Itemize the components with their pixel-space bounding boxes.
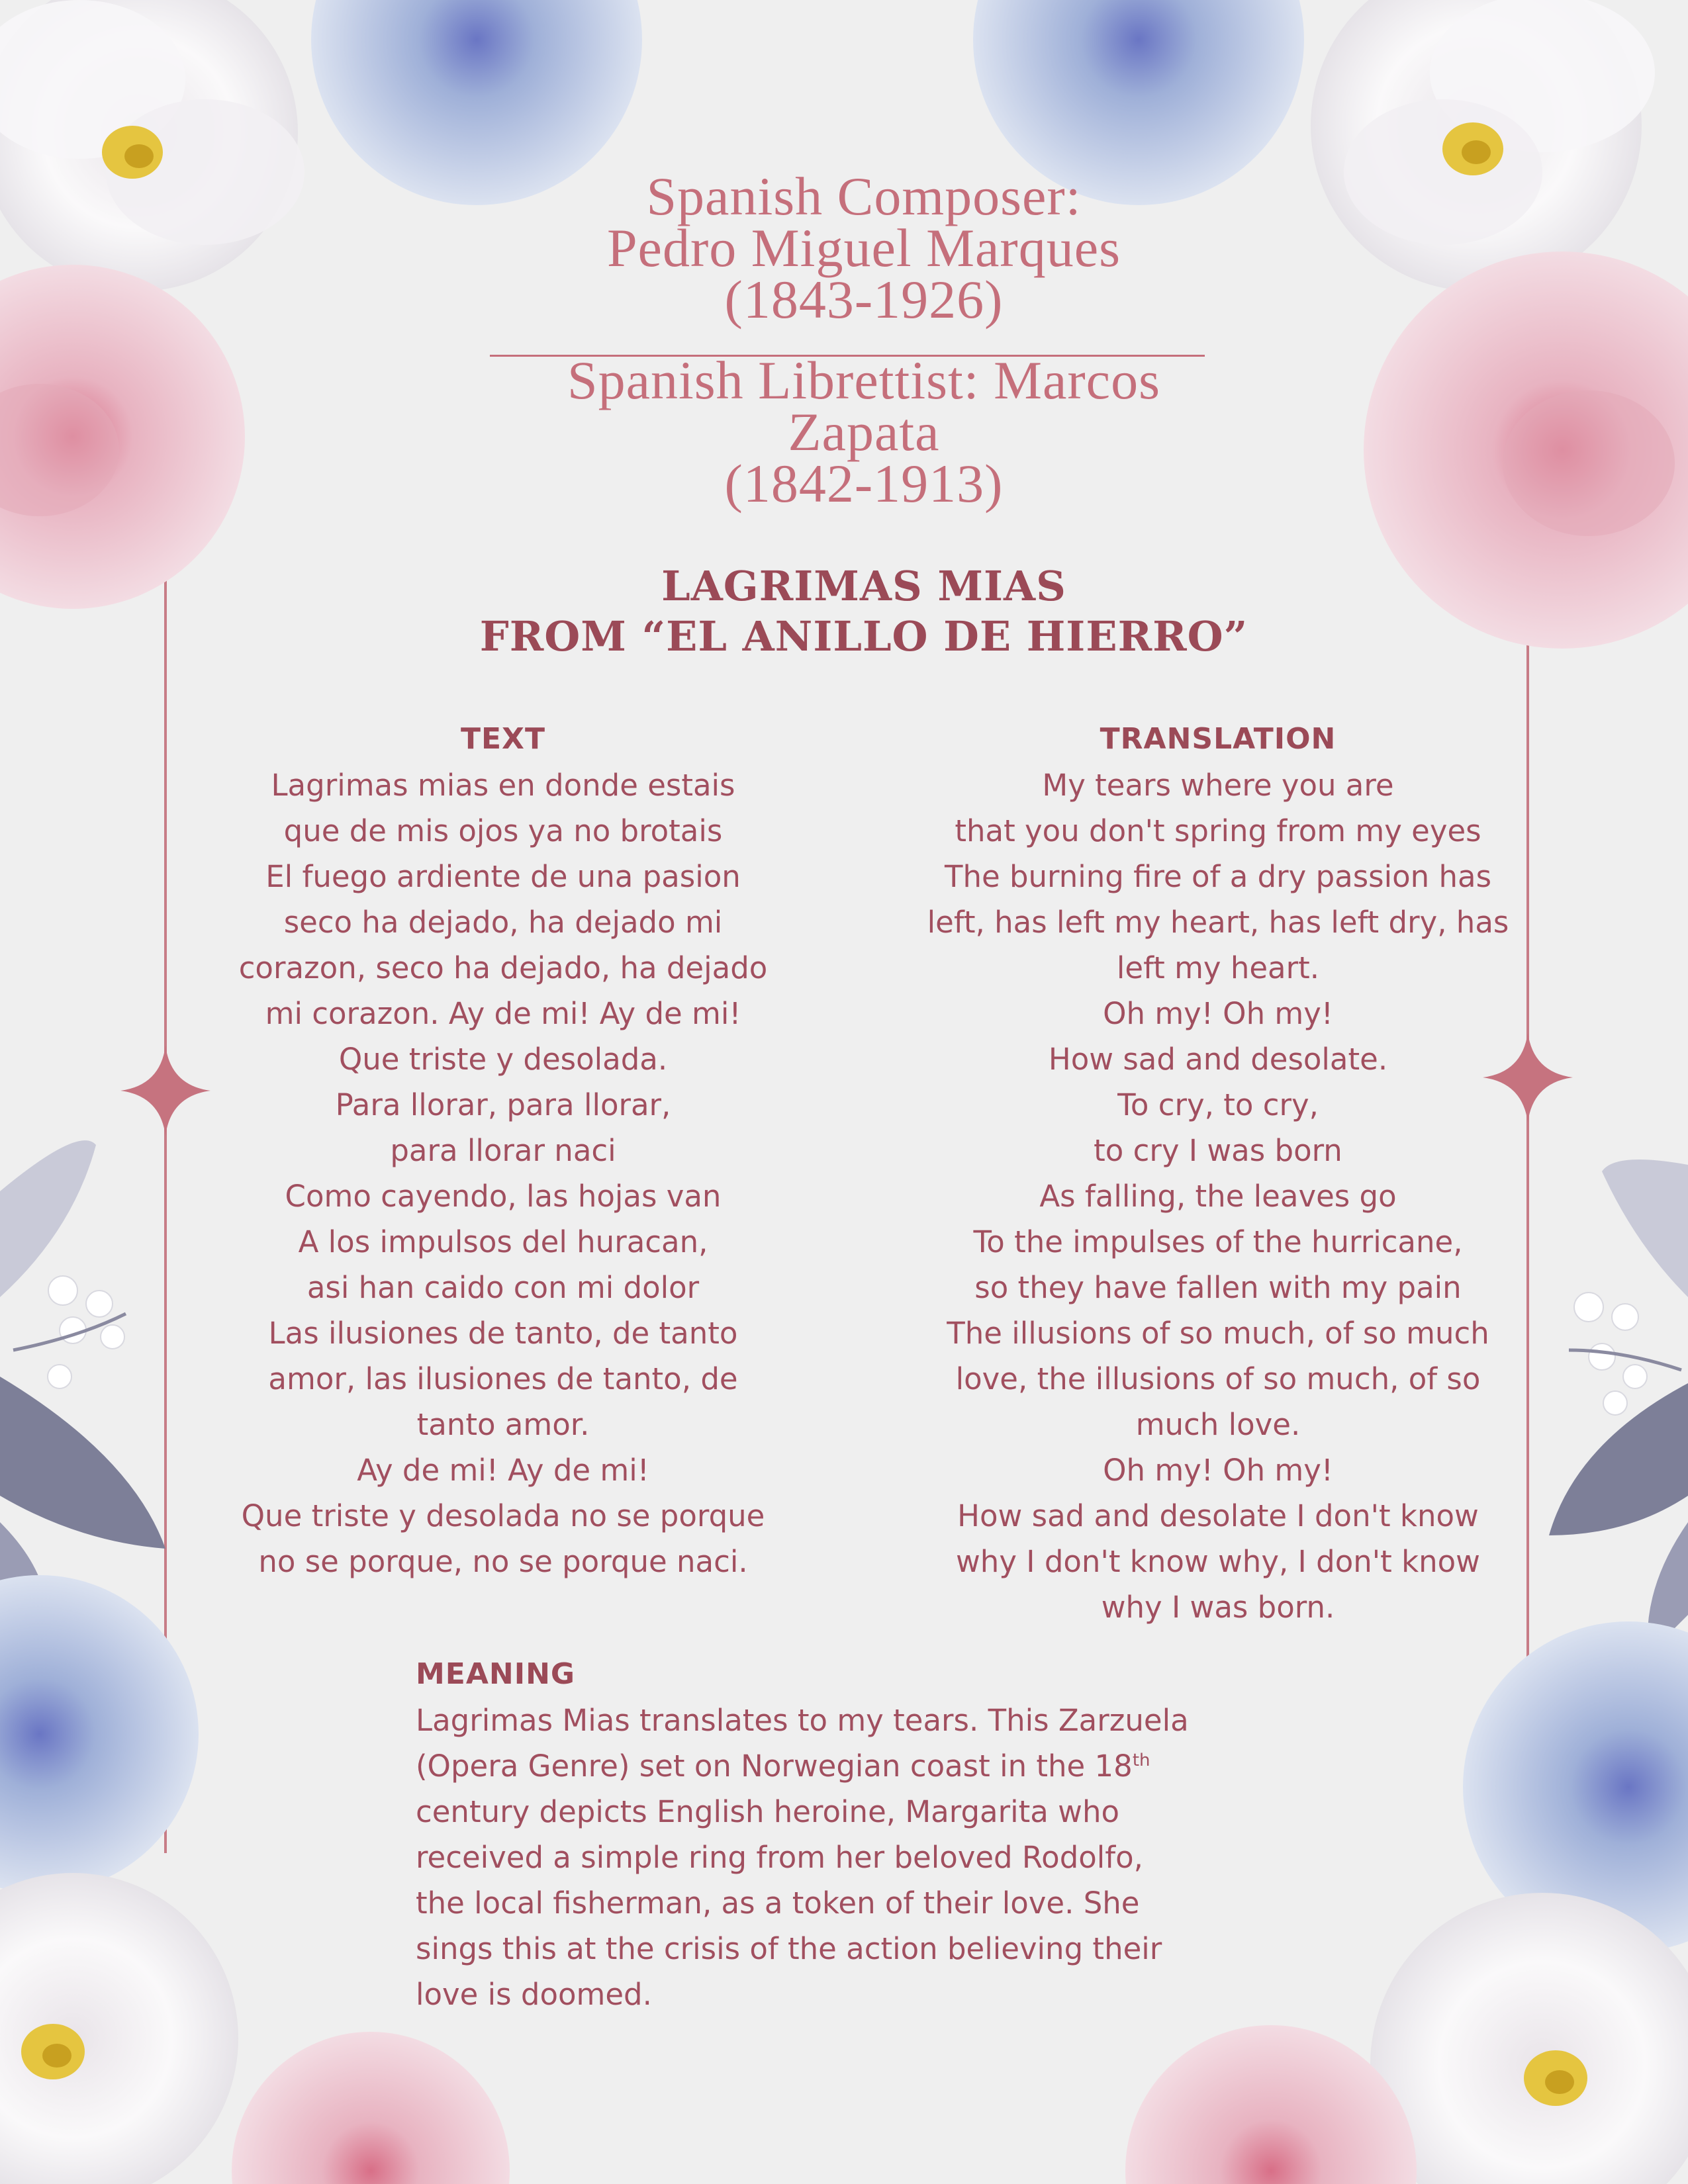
text-line: no se porque, no se porque naci.: [258, 1544, 748, 1579]
translation-line: left, has left my heart, has left dry, has: [927, 905, 1509, 940]
translation-line: The illusions of so much, of so much: [947, 1316, 1489, 1351]
text-line: A los impulsos del huracan,: [298, 1224, 708, 1259]
ordinal-suffix: th: [1132, 1751, 1150, 1770]
meaning-line: sings this at the crisis of the action believing their: [416, 1931, 1162, 1966]
composer-name: Pedro Miguel Marques: [606, 218, 1121, 278]
meaning-section: [416, 1651, 1316, 2017]
meaning-heading: MEANING: [416, 1657, 576, 1691]
translation-line: that you don't spring from my eyes: [955, 813, 1481, 848]
text-line: asi han caido con mi dolor: [306, 1270, 700, 1305]
translation-line: How sad and desolate.: [1048, 1042, 1388, 1077]
translation-heading: TRANSLATION: [1100, 722, 1336, 756]
translation-line: My tears where you are: [1042, 768, 1394, 803]
translation-line: left my heart.: [1116, 950, 1320, 985]
translation-line: Oh my! Oh my!: [1103, 996, 1333, 1031]
text-line: que de mis ojos ya no brotais: [283, 813, 723, 848]
translation-line: To the impulses of the hurricane,: [973, 1224, 1463, 1259]
composer-dates: (1843-1926): [724, 269, 1004, 330]
translation-line: The burning fire of a dry passion has: [944, 859, 1492, 894]
text-heading: TEXT: [460, 722, 545, 756]
meaning-line: love is doomed.: [416, 1977, 652, 2012]
title-line-1: LAGRIMAS MIAS: [661, 562, 1066, 610]
translation-line: much love.: [1135, 1407, 1301, 1442]
translation-column: [880, 716, 1556, 1630]
translation-line: why I was born.: [1101, 1590, 1335, 1625]
text-line: Como cayendo, las hojas van: [285, 1179, 722, 1214]
text-line: Las ilusiones de tanto, de tanto: [268, 1316, 738, 1351]
translation-line: To cry, to cry,: [1117, 1087, 1319, 1122]
text-line: mi corazon. Ay de mi! Ay de mi!: [265, 996, 741, 1031]
title-line-2: FROM “EL ANILLO DE HIERRO”: [479, 612, 1248, 660]
librettist-dates: (1842-1913): [724, 453, 1004, 514]
text-line: para llorar naci: [390, 1133, 616, 1168]
text-line: Que triste y desolada no se porque: [241, 1498, 765, 1533]
librettist-name: Zapata: [788, 402, 940, 462]
translation-line: so they have fallen with my pain: [974, 1270, 1462, 1305]
librettist-heading: [463, 350, 1264, 514]
meaning-line: [416, 1743, 1316, 1789]
translation-line: As falling, the leaves go: [1039, 1179, 1397, 1214]
composer-line: Spanish Composer:: [646, 166, 1082, 226]
translation-line: to cry I was born: [1094, 1133, 1342, 1168]
meaning-line: Lagrimas Mias translates to my tears. This Zarzuela: [416, 1703, 1189, 1738]
translation-line: love, the illusions of so much, of so: [955, 1361, 1481, 1396]
text-line: amor, las ilusiones de tanto, de: [268, 1361, 738, 1396]
translation-line: Oh my! Oh my!: [1103, 1453, 1333, 1488]
text-line: El fuego ardiente de una pasion: [265, 859, 741, 894]
text-line: tanto amor.: [416, 1407, 590, 1442]
meaning-line-text: (Opera Genre) set on Norwegian coast in the 18: [416, 1749, 1133, 1784]
meaning-line: received a simple ring from her beloved Rodolfo,: [416, 1840, 1143, 1875]
text-column: [199, 716, 808, 1584]
text-line: Que triste y desolada.: [338, 1042, 668, 1077]
composer-heading: [463, 166, 1264, 330]
text-line: seco ha dejado, ha dejado mi: [283, 905, 723, 940]
text-line: Para llorar, para llorar,: [335, 1087, 671, 1122]
translation-line: How sad and desolate I don't know: [957, 1498, 1479, 1533]
text-line: corazon, seco ha dejado, ha dejado: [238, 950, 768, 985]
text-line: Ay de mi! Ay de mi!: [357, 1453, 649, 1488]
piece-title: [397, 561, 1331, 662]
meaning-line: the local fisherman, as a token of their love. She: [416, 1886, 1140, 1921]
translation-line: why I don't know why, I don't know: [956, 1544, 1480, 1579]
text-line: Lagrimas mias en donde estais: [271, 768, 735, 803]
meaning-line: century depicts English heroine, Margarita who: [416, 1794, 1119, 1829]
librettist-line: Spanish Librettist: Marcos: [567, 350, 1160, 410]
